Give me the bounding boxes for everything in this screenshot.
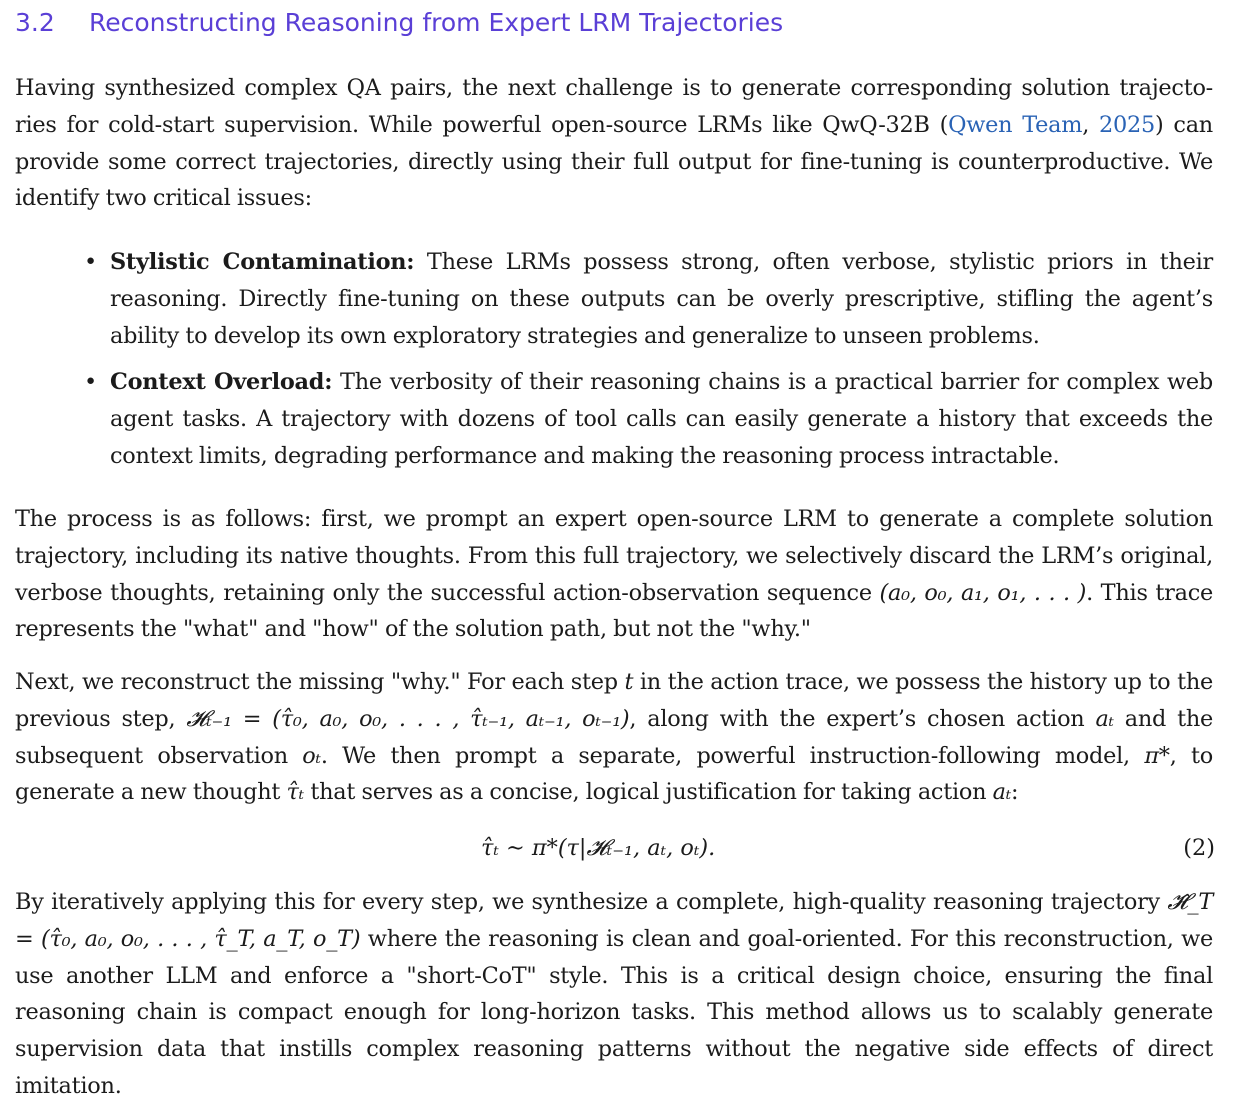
- list-item-text: The verbosity of their reasoning chains is a practical barrier for complex web agent tasks. A trajectory with dozens of tool calls can easily generate a history that exceeds the context limits, degrading performance and making the reasoning process intractable.: [110, 369, 1213, 469]
- list-item: [84, 244, 1213, 354]
- text-span: , along with the expert’s chosen action: [629, 705, 1096, 732]
- text-span: ,: [1082, 111, 1100, 138]
- citation-link-year[interactable]: 2025: [1099, 111, 1156, 138]
- bullet-icon: •: [84, 369, 97, 396]
- math-observation: oₜ: [302, 742, 321, 769]
- math-thought: τ̂ₜ: [286, 779, 304, 806]
- text-span: . This trace represents the "what" and "how" of the solution path, but not the "why.": [15, 579, 1213, 643]
- bullet-icon: •: [84, 249, 97, 275]
- equation-number: (2): [1183, 835, 1215, 861]
- math-full-history: 𝓗̂_T = (τ̂₀, a₀, o₀, . . . , τ̂_T, a_T, o_T): [15, 889, 1213, 952]
- math-action-sequence: (a₀, o₀, a₁, o₁, . . . ): [879, 579, 1087, 606]
- text-span: and the subsequent observation: [15, 705, 1213, 769]
- text-span: . We then prompt a separate, powerful instruction-following model,: [320, 742, 1145, 769]
- math-pi-star: π*: [1144, 742, 1170, 769]
- paragraph-process: [15, 501, 1213, 648]
- list-item: [84, 364, 1213, 474]
- issues-list: [84, 244, 1213, 485]
- section-number: 3.2: [15, 8, 55, 37]
- equation-2: [15, 830, 1215, 867]
- text-span: :: [1011, 779, 1019, 806]
- list-item-text: These LRMs possess strong, often verbose, stylistic priors in their reasoning. Directly fine-tuning on these outputs can be overly prescriptive, stifling the agent’s ability to develop its own exploratory strategies and generalize to unseen problems.: [110, 249, 1213, 349]
- paragraph-intro: [15, 70, 1213, 217]
- text-span: in the action trace, we possess the history up to the previous step,: [15, 669, 1213, 732]
- math-history: 𝓗ₜ₋₁ = (τ̂₀, a₀, o₀, . . . , τ̂ₜ₋₁, aₜ₋₁, oₜ₋₁): [186, 705, 630, 732]
- paragraph-reconstruct: [15, 664, 1213, 811]
- text-span: , to generate a new thought: [15, 742, 1213, 806]
- text-span: that serves as a concise, logical justification for taking action: [303, 779, 993, 806]
- text-span: The process is as follows: first, we prompt an expert open-source LRM to generate a complete solution trajectory, including its native thoughts. From this full trajectory, we selectively discard the LRM’s original, verbose thoughts, retaining only the successful action-observation sequence: [15, 506, 1213, 606]
- math-action: aₜ: [1095, 705, 1114, 732]
- citation-link-name[interactable]: Qwen Team: [948, 111, 1083, 138]
- equation-body: τ̂ₜ ∼ π*(τ|𝓗ₜ₋₁, aₜ, oₜ).: [481, 835, 716, 861]
- text-span: Next, we reconstruct the missing "why." For each step: [15, 669, 625, 695]
- text-span: ) can provide some correct trajectories, directly using their full output for fine-tuning is counterproductive. We identify two critical issues:: [15, 111, 1213, 212]
- math-action: aₜ: [992, 779, 1012, 806]
- text-span: Having synthesized complex QA pairs, the next challenge is to generate corresponding solution trajecto-ries for cold-start supervision. While powerful open-source LRMs like QwQ-32B (: [15, 75, 1213, 138]
- math-var-t: t: [624, 669, 634, 695]
- list-item-title: Context Overload:: [110, 369, 333, 396]
- paragraph-conclusion: [15, 884, 1213, 1105]
- text-span: where the reasoning is clean and goal-oriented. For this reconstruction, we use another LLM and enforce a "short-CoT" style. This is a critical design choice, ensuring the final reasoning chain is compact enough for long-horizon tasks. This method allows us to scalably generate supervision data that instills complex reasoning patterns without the negative side effects of direct imitation.: [15, 925, 1213, 1099]
- text-span: By iteratively applying this for every step, we synthesize a complete, high-quality reasoning trajectory: [15, 889, 1168, 915]
- section-title: Reconstructing Reasoning from Expert LRM Trajectories: [89, 8, 784, 37]
- list-item-title: Stylistic Contamination:: [110, 249, 415, 275]
- section-heading: [15, 8, 783, 37]
